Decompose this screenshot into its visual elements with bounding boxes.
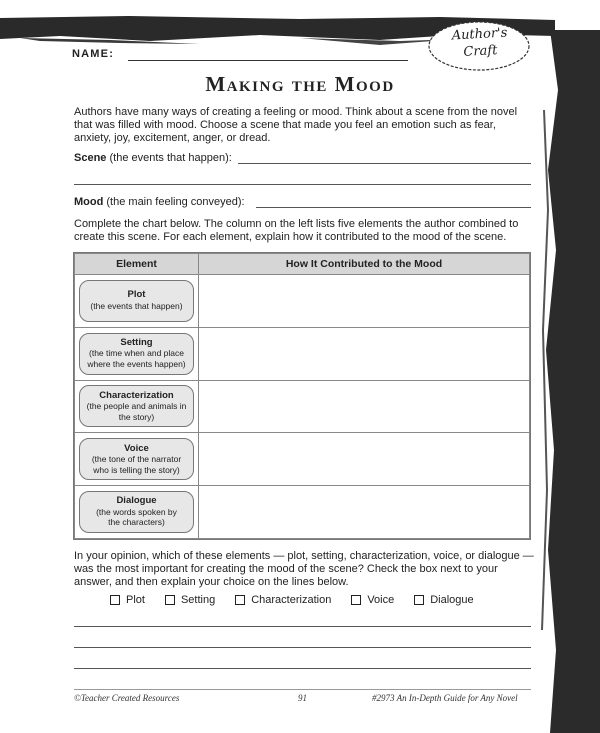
table-row xyxy=(75,327,530,380)
mood-prompt xyxy=(74,196,245,209)
element-name: Setting xyxy=(120,336,153,348)
choice-plot[interactable] xyxy=(110,594,145,606)
mood-label: Mood xyxy=(74,196,104,208)
scene-hint: (the events that happen): xyxy=(109,152,232,164)
question-paragraph: In your opinion, which of these elements — plot, setting, characterization, voice, or dialogue — was the most important for creating the mood of the scene? Check the box next to your answer, and then explain your choice on the lines below. xyxy=(74,550,534,588)
scene-answer-line-1[interactable] xyxy=(238,163,531,164)
table-row xyxy=(75,275,530,328)
checkbox-icon[interactable] xyxy=(414,595,424,605)
element-desc: (the events that happen) xyxy=(90,300,183,311)
element-name: Dialogue xyxy=(116,495,157,507)
page-number: 91 xyxy=(298,693,307,703)
header-contribution: How It Contributed to the Mood xyxy=(199,254,530,275)
table-row xyxy=(75,486,530,539)
choice-voice[interactable] xyxy=(351,594,394,606)
choice-label: Voice xyxy=(367,594,395,606)
element-characterization xyxy=(79,385,194,427)
name-field[interactable] xyxy=(128,60,408,61)
contribution-cell-setting[interactable] xyxy=(199,327,530,380)
intro-paragraph: Authors have many ways of creating a feeling or mood. Think about a scene from the novel that was filled with mood. Choose a scene that made you feel an emotion such as fear, anxiety, joy, excitement, anger, or dread. xyxy=(74,106,518,144)
element-dialogue xyxy=(79,491,194,533)
element-desc: (the people and animals in the story) xyxy=(86,401,187,422)
badge-line-2: Craft xyxy=(463,43,498,60)
scene-label: Scene xyxy=(74,152,107,164)
choice-label: Setting xyxy=(180,594,216,606)
authors-craft-badge xyxy=(435,24,525,63)
footer-rule xyxy=(74,689,531,690)
element-choice-group xyxy=(110,594,474,606)
checkbox-icon[interactable] xyxy=(235,595,245,605)
element-setting xyxy=(79,333,194,375)
element-name: Plot xyxy=(127,289,146,301)
element-desc: (the words spoken by the characters) xyxy=(96,506,177,528)
explanation-line-3[interactable] xyxy=(74,668,531,669)
element-desc: (the tone of the narrator who is telling the story) xyxy=(91,454,182,475)
element-name: Voice xyxy=(124,442,149,454)
mood-answer-line[interactable] xyxy=(256,207,531,208)
chart-instructions: Complete the chart below. The column on the left lists five elements the author combined to create this scene. For each element, explain how it contributed to the mood of the scene. xyxy=(74,218,519,243)
badge-line-1: Author's xyxy=(451,25,508,44)
choice-characterization[interactable] xyxy=(235,594,331,606)
choice-label: Characterization xyxy=(251,594,332,606)
choice-label: Dialogue xyxy=(430,594,474,606)
table-row xyxy=(75,433,530,486)
contribution-cell-voice[interactable] xyxy=(199,433,530,486)
contribution-cell-characterization[interactable] xyxy=(199,380,530,433)
table-row xyxy=(75,380,530,433)
contribution-cell-plot[interactable] xyxy=(199,275,530,328)
choice-label: Plot xyxy=(126,594,145,606)
element-name: Characterization xyxy=(99,389,174,401)
header-element: Element xyxy=(75,254,199,275)
name-label: NAME: xyxy=(72,48,115,60)
element-plot xyxy=(79,280,194,322)
checkbox-icon[interactable] xyxy=(351,595,361,605)
scene-answer-line-2[interactable] xyxy=(74,184,531,185)
mood-hint: (the main feeling conveyed): xyxy=(106,196,245,208)
checkbox-icon[interactable] xyxy=(110,595,120,605)
contribution-cell-dialogue[interactable] xyxy=(199,486,530,539)
scene-prompt xyxy=(74,152,232,165)
footer-book-title: #2973 An In-Depth Guide for Any Novel xyxy=(372,693,518,703)
checkbox-icon[interactable] xyxy=(165,595,175,605)
explanation-line-1[interactable] xyxy=(74,626,531,627)
chart-header-row xyxy=(75,254,530,275)
element-voice xyxy=(79,438,194,480)
footer-publisher: ©Teacher Created Resources xyxy=(74,693,180,703)
element-desc: (the time when and place where the events happen) xyxy=(87,348,186,369)
page-title: Making the Mood xyxy=(205,72,395,96)
element-chart xyxy=(73,252,531,540)
right-brush-stroke xyxy=(540,30,600,733)
choice-setting[interactable] xyxy=(165,594,215,606)
explanation-line-2[interactable] xyxy=(74,647,531,648)
choice-dialogue[interactable] xyxy=(414,594,473,606)
